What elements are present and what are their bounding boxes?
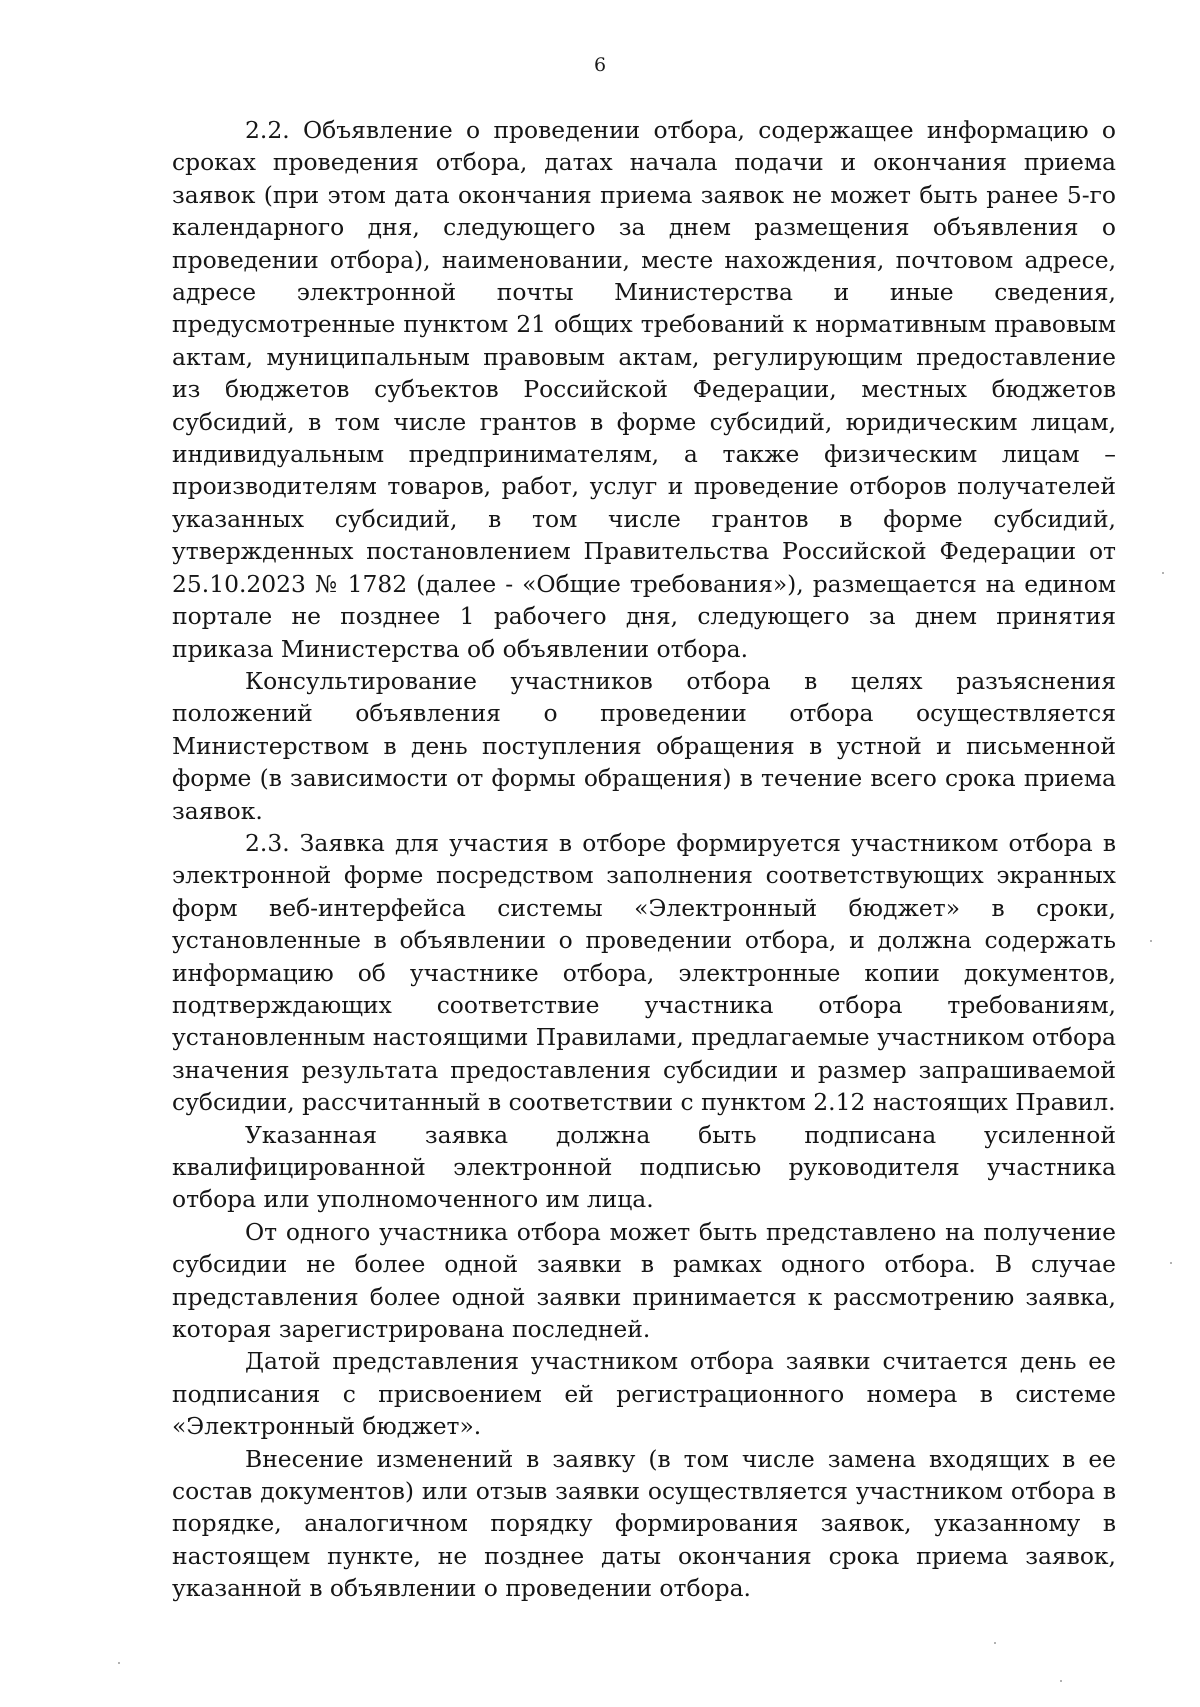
- paragraph-consulting: Консультирование участников отбора в целях разъяснения положений объявления о проведении отбора осуществляется Министерством в день поступления обращения в устной и письменной форме (в зависимости от формы обращения) в течение всего срока приема заявок.: [172, 666, 1116, 825]
- scan-speck: [1150, 940, 1152, 942]
- paragraph-changes: Внесение изменений в заявку (в том числе замена входящих в ее состав документов) или отзыв заявки осуществляется участником отбора в порядке, аналогичном порядку формирования заявок, указанному в настоящем пункте, не позднее даты окончания срока приема заявок, указанной в объявлении о проведении отбора.: [172, 1444, 1116, 1603]
- scan-speck: [1162, 572, 1164, 574]
- scan-speck: [1060, 1680, 1062, 1682]
- scan-speck: [118, 1662, 120, 1664]
- paragraph-one-application: От одного участника отбора может быть представлено на получение субсидии не более одной заявки в рамках одного отбора. В случае представления более одной заявки принимается к рассмотрению заявка, которая зарегистрирована последней.: [172, 1217, 1116, 1344]
- paragraph-2-3: 2.3. Заявка для участия в отборе формируется участником отбора в электронной форме посредством заполнения соответствующих экранных форм веб-интерфейса системы «Электронный бюджет» в сроки, установленные в объявлении о проведении отбора, и должна содержать информацию об участнике отбора, электронные копии документов, подтверждающих соответствие участника отбора требованиям, установленным настоящими Правилами, предлагаемые участником отбора значения результата предоставления субсидии и размер запрашиваемой субсидии, рассчитанный в соответствии с пунктом 2.12 настоящих Правил.: [172, 828, 1116, 1117]
- page-number: 6: [593, 54, 607, 76]
- paragraph-signature: Указанная заявка должна быть подписана усиленной квалифицированной электронной подписью руководителя участника отбора или уполномоченного им лица.: [172, 1120, 1116, 1214]
- scan-speck: [1170, 1262, 1172, 1264]
- paragraph-submission-date: Датой представления участником отбора заявки считается день ее подписания с присвоением ей регистрационного номера в системе «Электронный бюджет».: [172, 1347, 1116, 1441]
- document-body: [172, 114, 1116, 1605]
- paragraph-2-2: 2.2. Объявление о проведении отбора, содержащее информацию о сроках проведения отбора, датах начала подачи и окончания приема заявок (при этом дата окончания приема заявок не может быть ранее 5-го календарного дня, следующего за днем размещения объявления о проведении отбора), наименовании, месте нахождения, почтовом адресе, адресе электронной почты Министерства и иные сведения, предусмотренные пунктом 21 общих требований к нормативным правовым актам, муниципальным правовым актам, регулирующим предоставление из бюджетов субъектов Российской Федерации, местных бюджетов субсидий, в том числе грантов в форме субсидий, юридическим лицам, индивидуальным предпринимателям, а также физическим лицам – производителям товаров, работ, услуг и проведение отборов получателей указанных субсидий, в том числе грантов в форме субсидий, утвержденных постановлением Правительства Российской Федерации от 25.10.2023 № 1782 (далее - «Общие требования»), размещается на едином портале не позднее 1 рабочего дня, следующего за днем принятия приказа Министерства об объявлении отбора.: [172, 116, 1116, 663]
- scan-speck: [994, 1642, 996, 1644]
